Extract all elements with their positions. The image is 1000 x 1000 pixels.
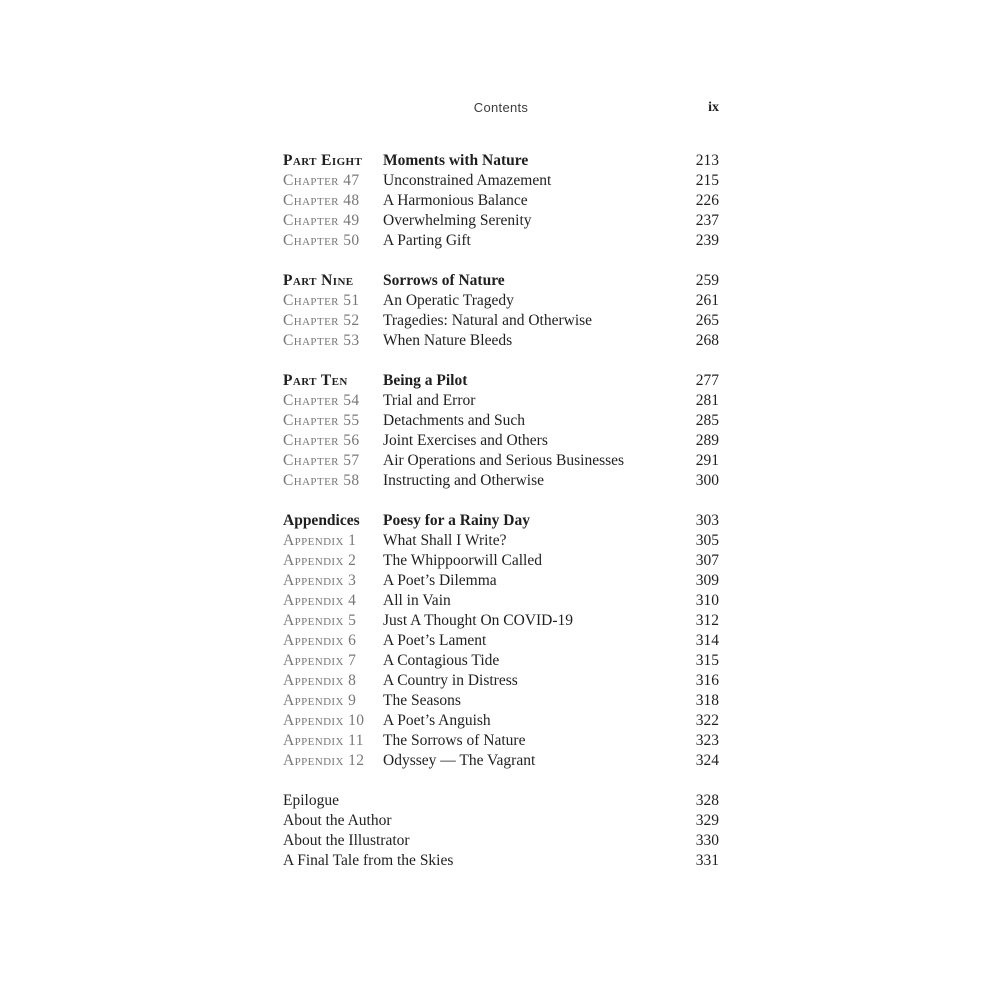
toc-row	[283, 651, 719, 671]
entry-label: Appendix 11	[283, 732, 364, 749]
entry-title: About the Author	[283, 812, 392, 829]
entry-title: A Harmonious Balance	[383, 192, 528, 209]
toc-row	[283, 851, 719, 871]
entry-label: Appendix 12	[283, 752, 365, 769]
entry-title: A Poet’s Lament	[383, 632, 487, 649]
entry-title: An Operatic Tragedy	[383, 292, 514, 309]
entry-label: Part Ten	[283, 372, 348, 389]
toc-row	[283, 411, 719, 431]
entry-title: Just A Thought On COVID-19	[383, 612, 574, 629]
entry-title: Air Operations and Serious Businesses	[383, 452, 625, 469]
entry-page: 324	[695, 752, 719, 769]
entry-page: 277	[695, 372, 719, 389]
entry-label: Chapter 51	[283, 292, 360, 309]
entry-title: When Nature Bleeds	[383, 332, 513, 349]
entry-page: 307	[695, 552, 719, 569]
entry-title: Trial and Error	[383, 392, 476, 409]
toc-row	[283, 751, 719, 771]
entry-label: Part Eight	[283, 152, 363, 169]
book-page	[283, 100, 719, 871]
entry-page: 316	[695, 672, 719, 689]
entry-title: Unconstrained Amazement	[383, 172, 552, 189]
entry-label: Chapter 57	[283, 452, 360, 469]
toc-row	[283, 591, 719, 611]
toc-row	[283, 211, 719, 231]
entry-title: The Whippoorwill Called	[383, 552, 542, 569]
entry-title: Tragedies: Natural and Otherwise	[383, 312, 593, 329]
entry-page: 318	[695, 692, 719, 709]
toc-section	[283, 151, 719, 251]
entry-page: 330	[695, 832, 719, 849]
toc-row	[283, 571, 719, 591]
entry-page: 226	[695, 192, 719, 209]
entry-title: About the Illustrator	[283, 832, 410, 849]
entry-label: Appendix 10	[283, 712, 365, 729]
page-header	[283, 100, 719, 120]
entry-title: Being a Pilot	[383, 372, 468, 389]
toc-row	[283, 711, 719, 731]
toc-row	[283, 431, 719, 451]
page-number: ix	[708, 100, 719, 115]
entry-label: Chapter 53	[283, 332, 360, 349]
entry-title: Instructing and Otherwise	[383, 472, 544, 489]
entry-label: Chapter 52	[283, 312, 360, 329]
entry-title: The Sorrows of Nature	[383, 732, 526, 749]
entry-title: Poesy for a Rainy Day	[383, 512, 530, 529]
entry-title: Joint Exercises and Others	[383, 432, 548, 449]
toc-row	[283, 191, 719, 211]
entry-title: Detachments and Such	[383, 412, 526, 429]
entry-title: A Contagious Tide	[383, 652, 500, 669]
entry-page: 329	[695, 812, 719, 829]
toc-row	[283, 271, 719, 291]
entry-title: All in Vain	[383, 592, 451, 609]
toc-row	[283, 331, 719, 351]
entry-page: 303	[695, 512, 719, 529]
entry-label: Chapter 50	[283, 232, 360, 249]
entry-title: A Poet’s Anguish	[383, 712, 491, 729]
toc-section	[283, 271, 719, 351]
toc-row	[283, 471, 719, 491]
entry-page: 309	[695, 572, 719, 589]
toc-row	[283, 631, 719, 651]
entry-title: A Poet’s Dilemma	[383, 572, 497, 589]
entry-page: 305	[695, 532, 719, 549]
entry-page: 314	[695, 632, 719, 649]
entry-page: 265	[695, 312, 719, 329]
entry-page: 315	[695, 652, 719, 669]
entry-label: Chapter 49	[283, 212, 360, 229]
entry-label: Chapter 48	[283, 192, 360, 209]
entry-title: A Country in Distress	[383, 672, 518, 689]
entry-page: 289	[695, 432, 719, 449]
entry-label: Appendix 3	[283, 572, 357, 589]
entry-label: Part Nine	[283, 272, 354, 289]
entry-label: Appendix 8	[283, 672, 357, 689]
toc-row	[283, 451, 719, 471]
entry-title: Odyssey — The Vagrant	[383, 752, 536, 769]
toc-row	[283, 811, 719, 831]
toc-row	[283, 671, 719, 691]
toc-row	[283, 171, 719, 191]
entry-page: 213	[695, 152, 719, 169]
toc-row	[283, 731, 719, 751]
toc-section	[283, 371, 719, 491]
entry-label: Chapter 58	[283, 472, 360, 489]
entry-title: A Final Tale from the Skies	[283, 852, 454, 869]
entry-label: Appendices	[283, 512, 360, 529]
toc-row	[283, 291, 719, 311]
entry-title: Moments with Nature	[383, 152, 529, 169]
toc-row	[283, 551, 719, 571]
entry-label: Chapter 55	[283, 412, 360, 429]
entry-label: Chapter 47	[283, 172, 360, 189]
entry-label: Chapter 56	[283, 432, 360, 449]
entry-title: The Seasons	[383, 692, 461, 709]
entry-page: 291	[695, 452, 719, 469]
toc-row	[283, 531, 719, 551]
toc-section	[283, 511, 719, 771]
entry-title: What Shall I Write?	[383, 532, 507, 549]
toc-row	[283, 371, 719, 391]
entry-label: Appendix 6	[283, 632, 357, 649]
entry-page: 331	[695, 852, 719, 869]
toc-row	[283, 311, 719, 331]
entry-title: A Parting Gift	[383, 232, 471, 249]
entry-page: 215	[695, 172, 719, 189]
toc-row	[283, 231, 719, 251]
entry-page: 268	[695, 332, 719, 349]
entry-page: 261	[695, 292, 719, 309]
entry-page: 237	[695, 212, 719, 229]
entry-label: Appendix 7	[283, 652, 357, 669]
entry-page: 239	[695, 232, 719, 249]
entry-label: Appendix 4	[283, 592, 357, 609]
toc-row	[283, 151, 719, 171]
toc-section	[283, 791, 719, 871]
entry-label: Appendix 2	[283, 552, 357, 569]
entry-label: Appendix 9	[283, 692, 357, 709]
toc-row	[283, 691, 719, 711]
entry-title: Overwhelming Serenity	[383, 212, 532, 229]
entry-page: 310	[695, 592, 719, 609]
toc-row	[283, 611, 719, 631]
toc-row	[283, 831, 719, 851]
entry-page: 322	[695, 712, 719, 729]
entry-label: Chapter 54	[283, 392, 360, 409]
running-head: Contents	[473, 100, 529, 115]
toc-row	[283, 791, 719, 811]
entry-page: 312	[695, 612, 719, 629]
toc-row	[283, 511, 719, 531]
entry-page: 285	[695, 412, 719, 429]
entry-page: 323	[695, 732, 719, 749]
entry-page: 259	[695, 272, 719, 289]
entry-label: Appendix 1	[283, 532, 357, 549]
entry-title: Sorrows of Nature	[383, 272, 505, 289]
entry-page: 281	[695, 392, 719, 409]
entry-page: 328	[695, 792, 719, 809]
entry-title: Epilogue	[283, 792, 339, 809]
toc-row	[283, 391, 719, 411]
toc-list	[283, 151, 719, 871]
entry-page: 300	[695, 472, 719, 489]
entry-label: Appendix 5	[283, 612, 357, 629]
